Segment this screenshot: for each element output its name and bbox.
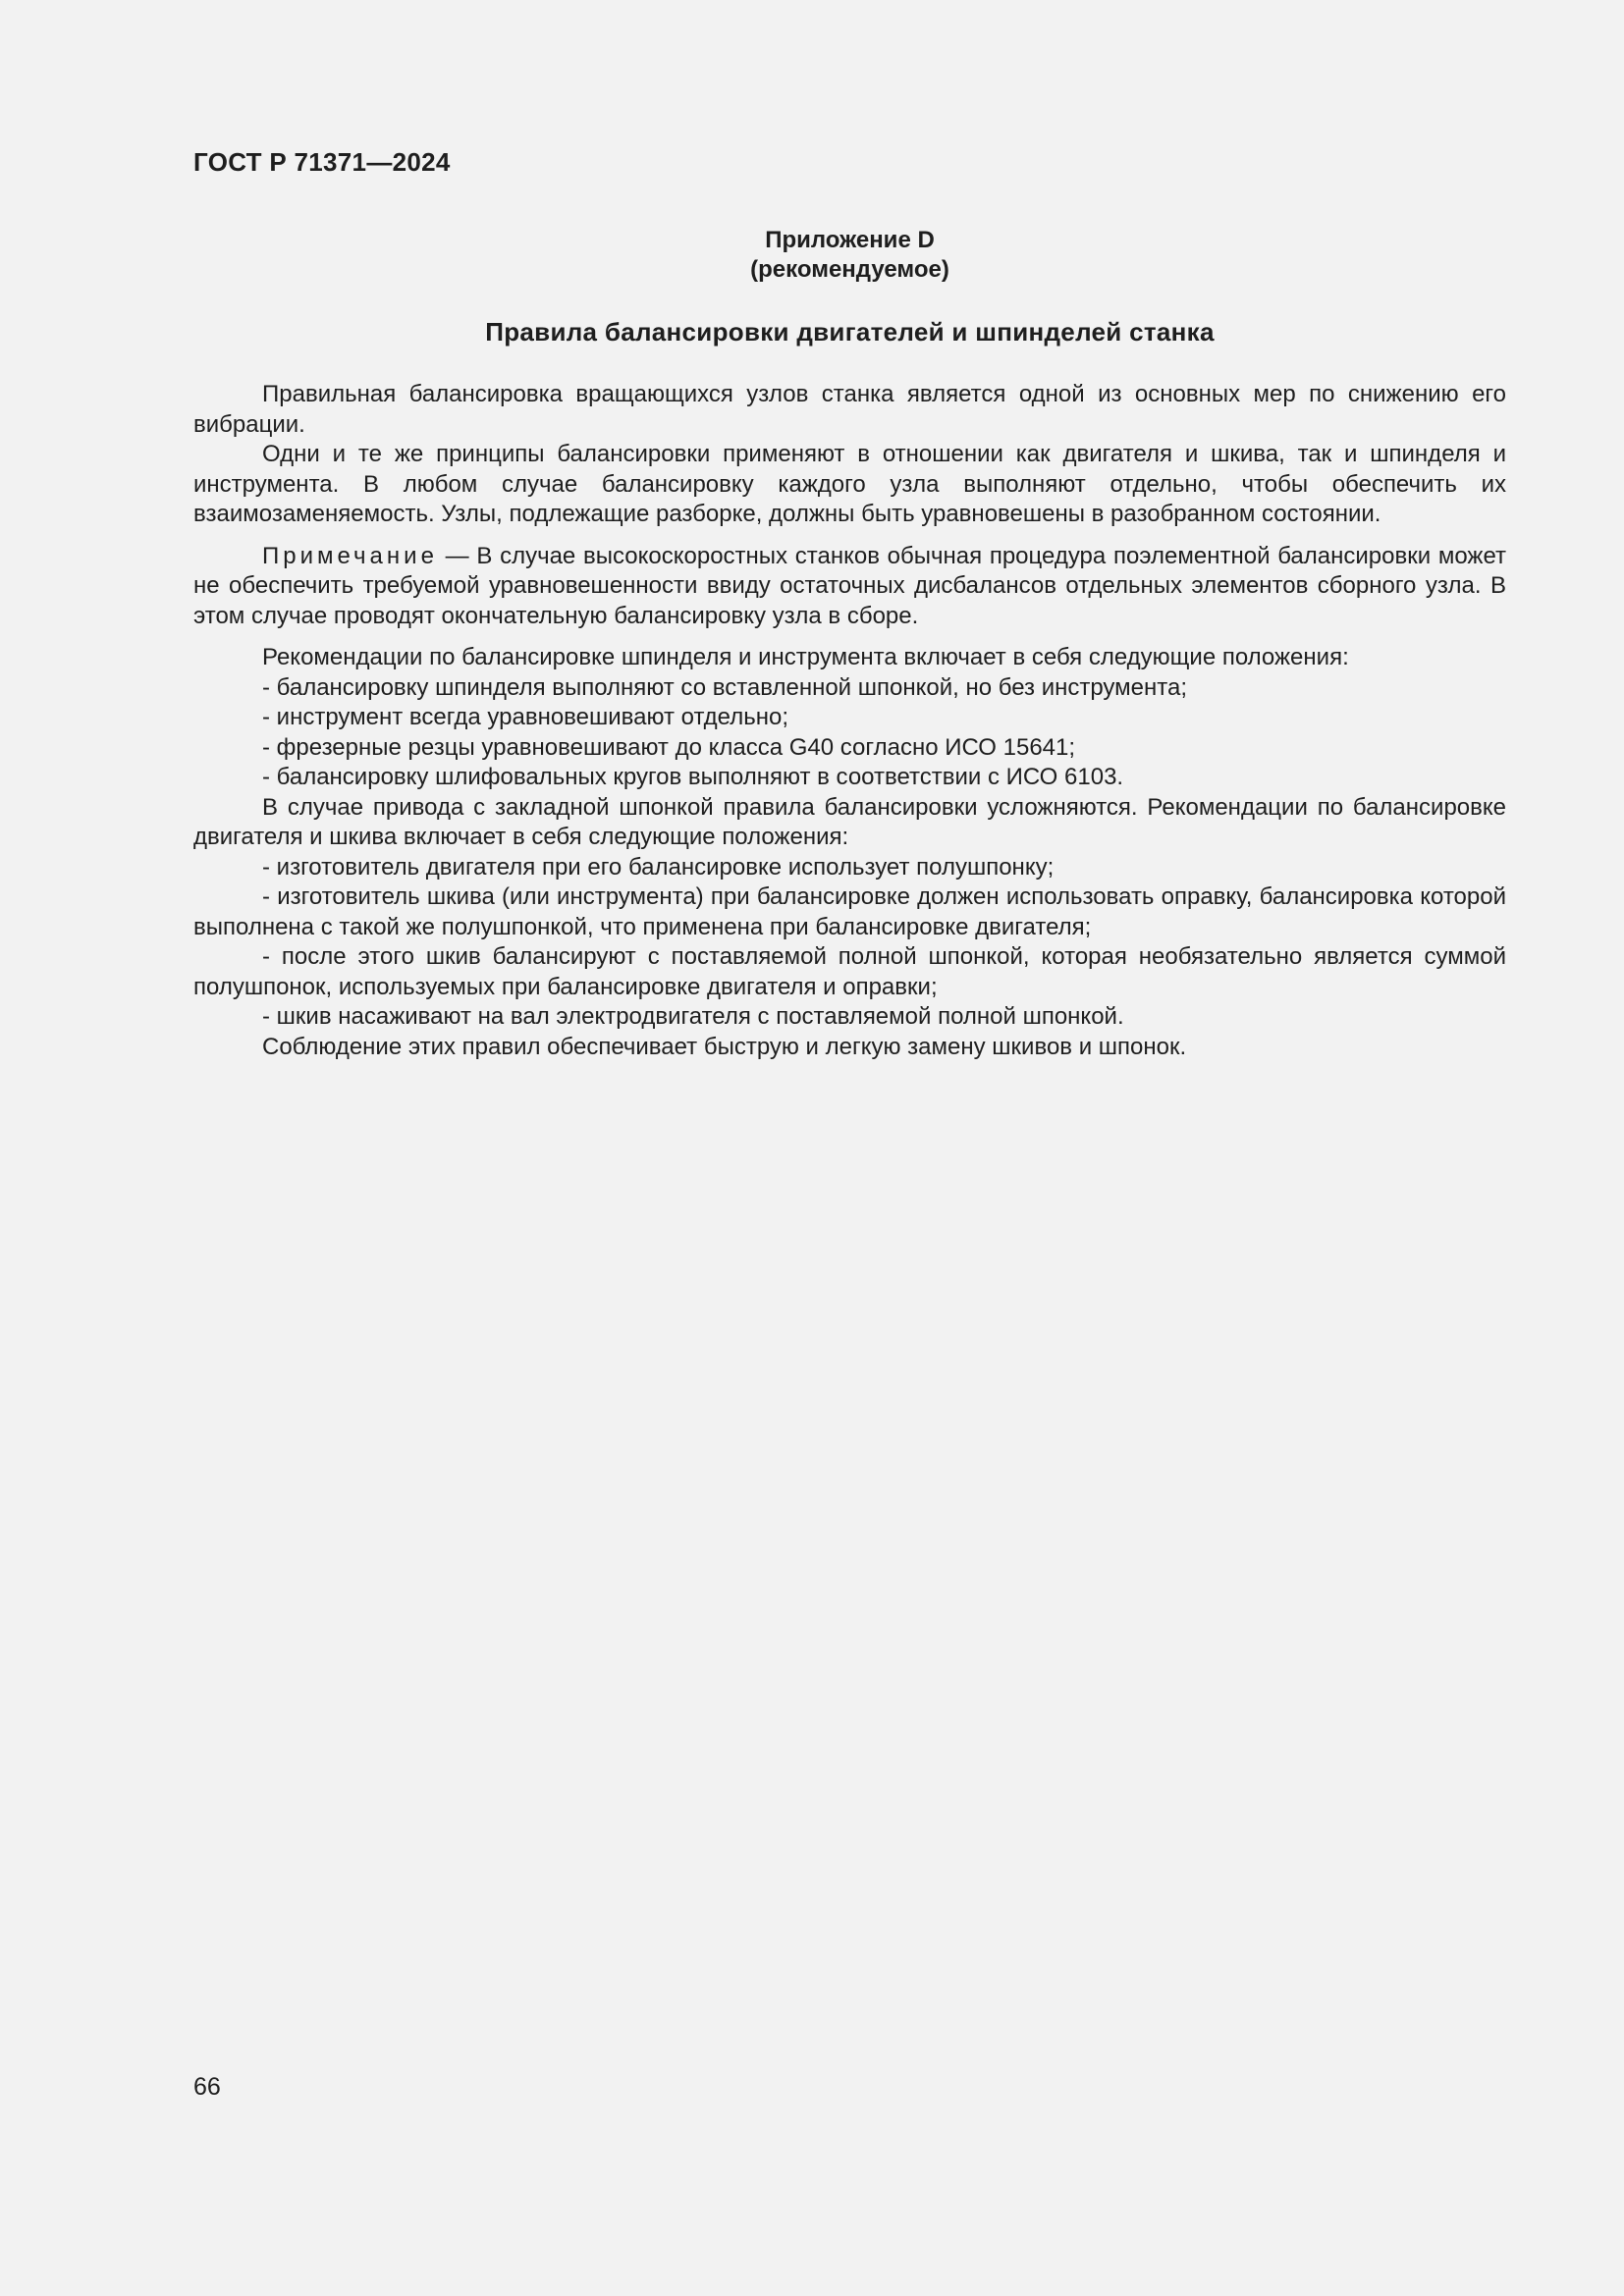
list-item: - балансировку шпинделя выполняют со вставленной шпонкой, но без инструмента; <box>262 673 1187 701</box>
list-item: - шкив насаживают на вал электродвигателя с поставляемой полной шпонкой. <box>262 1003 1124 1030</box>
annex-header <box>193 226 1506 285</box>
annex-status: (рекомендуемое) <box>750 256 949 283</box>
body-text <box>193 380 1506 1062</box>
list-item: - после этого шкив балансируют с поставляемой полной шпонкой, которая необязательно является суммой полушпонок, используемых при балансировке двигателя и оправки; <box>193 943 1506 1000</box>
note-text: — В случае высокоскоростных станков обычная процедура поэлементной балансировки может не обеспечить требуемой уравновешенности ввиду остаточных дисбалансов отдельных элементов сборного узла. В этом случае проводят окончательную балансировку узла в сборе. <box>193 542 1506 629</box>
list-item: - изготовитель двигателя при его балансировке использует полушпонку; <box>262 853 1055 881</box>
page-number: 66 <box>193 2073 221 2101</box>
annex-title: Приложение D <box>765 227 935 253</box>
note-paragraph <box>193 542 1506 632</box>
paragraph: Соблюдение этих правил обеспечивает быструю и легкую замену шкивов и шпонок. <box>262 1033 1187 1060</box>
paragraph: В случае привода с закладной шпонкой правила балансировки усложняются. Рекомендации по балансировке двигателя и шкива включает в себя следующие положения: <box>193 793 1506 850</box>
note-label: Примечание <box>262 542 438 569</box>
list-item: - фрезерные резцы уравновешивают до класса G40 согласно ИСО 15641; <box>262 733 1076 761</box>
list-item: - балансировку шлифовальных кругов выполняют в соответствии с ИСО 6103. <box>262 764 1124 790</box>
section-heading: Правила балансировки двигателей и шпинделей станка <box>485 317 1215 347</box>
document-code: ГОСТ Р 71371—2024 <box>193 147 451 177</box>
list-item: - инструмент всегда уравновешивают отдельно; <box>262 704 788 730</box>
paragraph: Правильная балансировка вращающихся узлов станка является одной из основных мер по снижению его вибрации. <box>193 381 1506 438</box>
paragraph: Одни и те же принципы балансировки применяют в отношении как двигателя и шкива, так и шпинделя и инструмента. В любом случае балансировку каждого узла выполняют отдельно, чтобы обеспечить их взаимозаменяемость. Узлы, подлежащие разборке, должны быть уравновешены в разобранном состоянии. <box>193 441 1506 527</box>
paragraph: Рекомендации по балансировке шпинделя и инструмента включает в себя следующие положения: <box>262 644 1349 670</box>
list-item: - изготовитель шкива (или инструмента) при балансировке должен использовать оправку, балансировка которой выполнена с такой же полушпонкой, что применена при балансировке двигателя; <box>193 883 1506 940</box>
